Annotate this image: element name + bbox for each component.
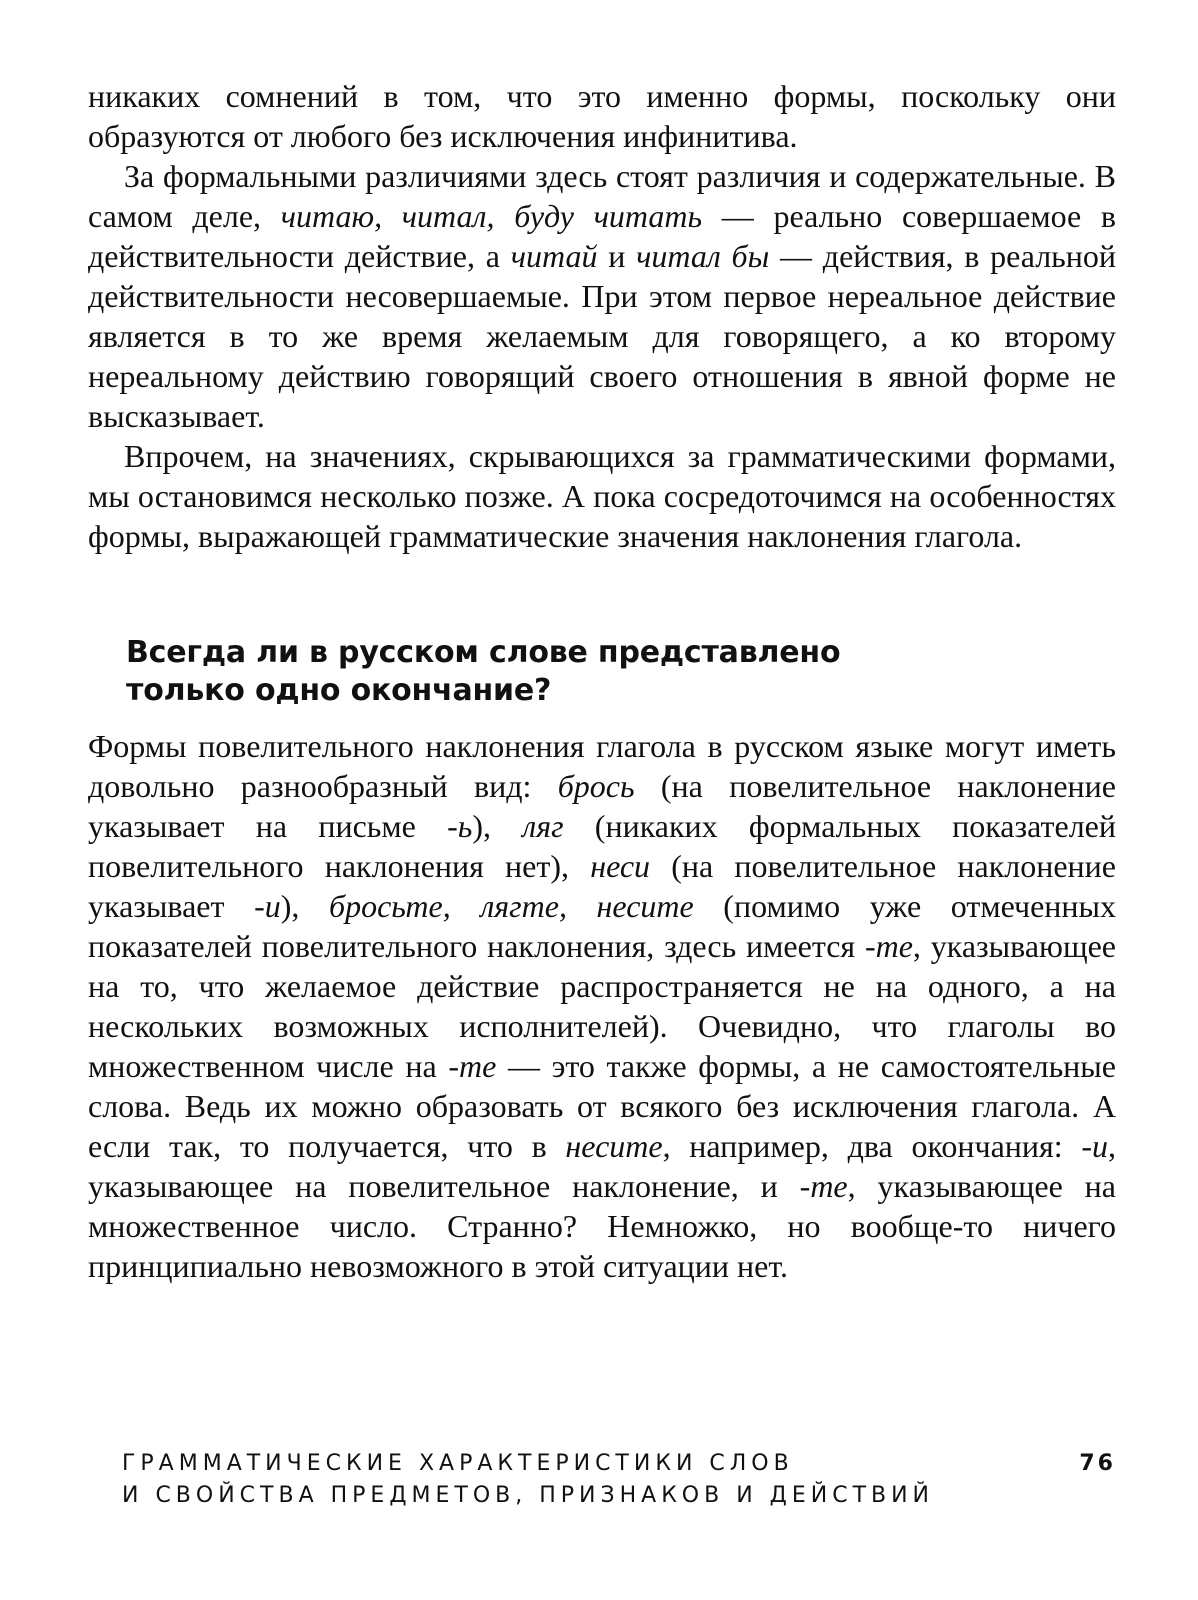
text-run: и: [597, 238, 637, 274]
text-run: (помимо уже отмеченных показателей повелительного наклонения, здесь имеется: [88, 888, 1117, 964]
italic-example: брось: [557, 768, 635, 804]
text-run: — действия, в реальной действительности несовершаемые. При этом первое нереальное действие является в то же время желаемым для говорящего, а ко второму нереальному действию говорящий своего отношения в явной форме не высказывает.: [88, 238, 1117, 434]
section-heading-line-1: Всегда ли в русском слове представлено: [126, 635, 841, 670]
section-heading-line-2: только одно окончание?: [126, 673, 552, 708]
paragraph-meanings: Впрочем, на значениях, скрывающихся за грамматическими формами, мы остановимся несколько позже. А пока сосредоточимся на особенностях формы, выражающей грамматические значения наклонения глагола.: [88, 438, 1116, 554]
paragraph-imperative-forms: [88, 726, 1116, 1286]
footer-chapter-line-1: ГРАММАТИЧЕСКИЕ ХАРАКТЕРИСТИКИ СЛОВ: [122, 1451, 794, 1476]
italic-example: ляг: [522, 808, 564, 844]
italic-example: -те: [799, 1168, 848, 1204]
footer-chapter-line-2: И СВОЙСТВА ПРЕДМЕТОВ, ПРИЗНАКОВ И ДЕЙСТВИЙ: [122, 1483, 935, 1508]
italic-example: несите: [565, 1128, 663, 1164]
italic-example: читай: [510, 238, 598, 274]
italic-example: неси: [590, 848, 651, 884]
italic-example: -те: [448, 1048, 497, 1084]
text-run: , указывающее на множественное число. Странно? Немножко, но вообще-то ничего принципиально невозможного в этой ситуации нет.: [88, 1168, 1117, 1284]
paragraph-formal-differences: [88, 156, 1116, 436]
text-run: За формальными различиями здесь стоят различия и содержательные. В самом деле,: [88, 158, 1116, 234]
text-run: , указывающее на то, что желаемое действие распространяется не на одного, а на нескольких возможных исполнителей). Очевидно, что глаголы во множественном числе на: [88, 928, 1117, 1084]
italic-example: бросьте, лягте, несите: [328, 888, 694, 924]
text-run: ),: [280, 888, 329, 924]
italic-example: читаю, читал, буду читать: [280, 198, 703, 234]
text-run: , указывающее на повелительное наклонение, и: [88, 1128, 1117, 1204]
text-run: (никаких формальных показателей повелительного наклонения нет),: [88, 808, 1117, 884]
page-number: 76: [1079, 1451, 1116, 1476]
section-heading: [126, 634, 1116, 710]
text-run: (на повелительное наклонение указывает на письме: [88, 768, 1117, 844]
italic-example: -и: [1081, 1128, 1109, 1164]
italic-example: -и: [254, 888, 281, 924]
text-run: — реально совершаемое в действительности действие, а: [88, 198, 1116, 274]
text-run: — это также формы, а не самостоятельные слова. Ведь их можно образовать от всякого без исключения глагола. А если так, то получается, что в: [88, 1048, 1117, 1164]
page-content: [88, 76, 1116, 1286]
text-run: , например, два окончания:: [662, 1128, 1082, 1164]
text-run: Формы повелительного наклонения глагола в русском языке могут иметь довольно разнообразный вид:: [88, 728, 1116, 804]
italic-example: -те: [864, 928, 913, 964]
italic-example: читал бы: [636, 238, 770, 274]
text-run: (на повелительное наклонение указывает: [88, 848, 1116, 924]
running-footer: [122, 1448, 1116, 1512]
paragraph-continuation: никаких сомнений в том, что это именно формы, поскольку они образуются от любого без исключения инфинитива.: [88, 78, 1116, 154]
text-run: ),: [472, 808, 523, 844]
italic-example: -ь: [447, 808, 473, 844]
